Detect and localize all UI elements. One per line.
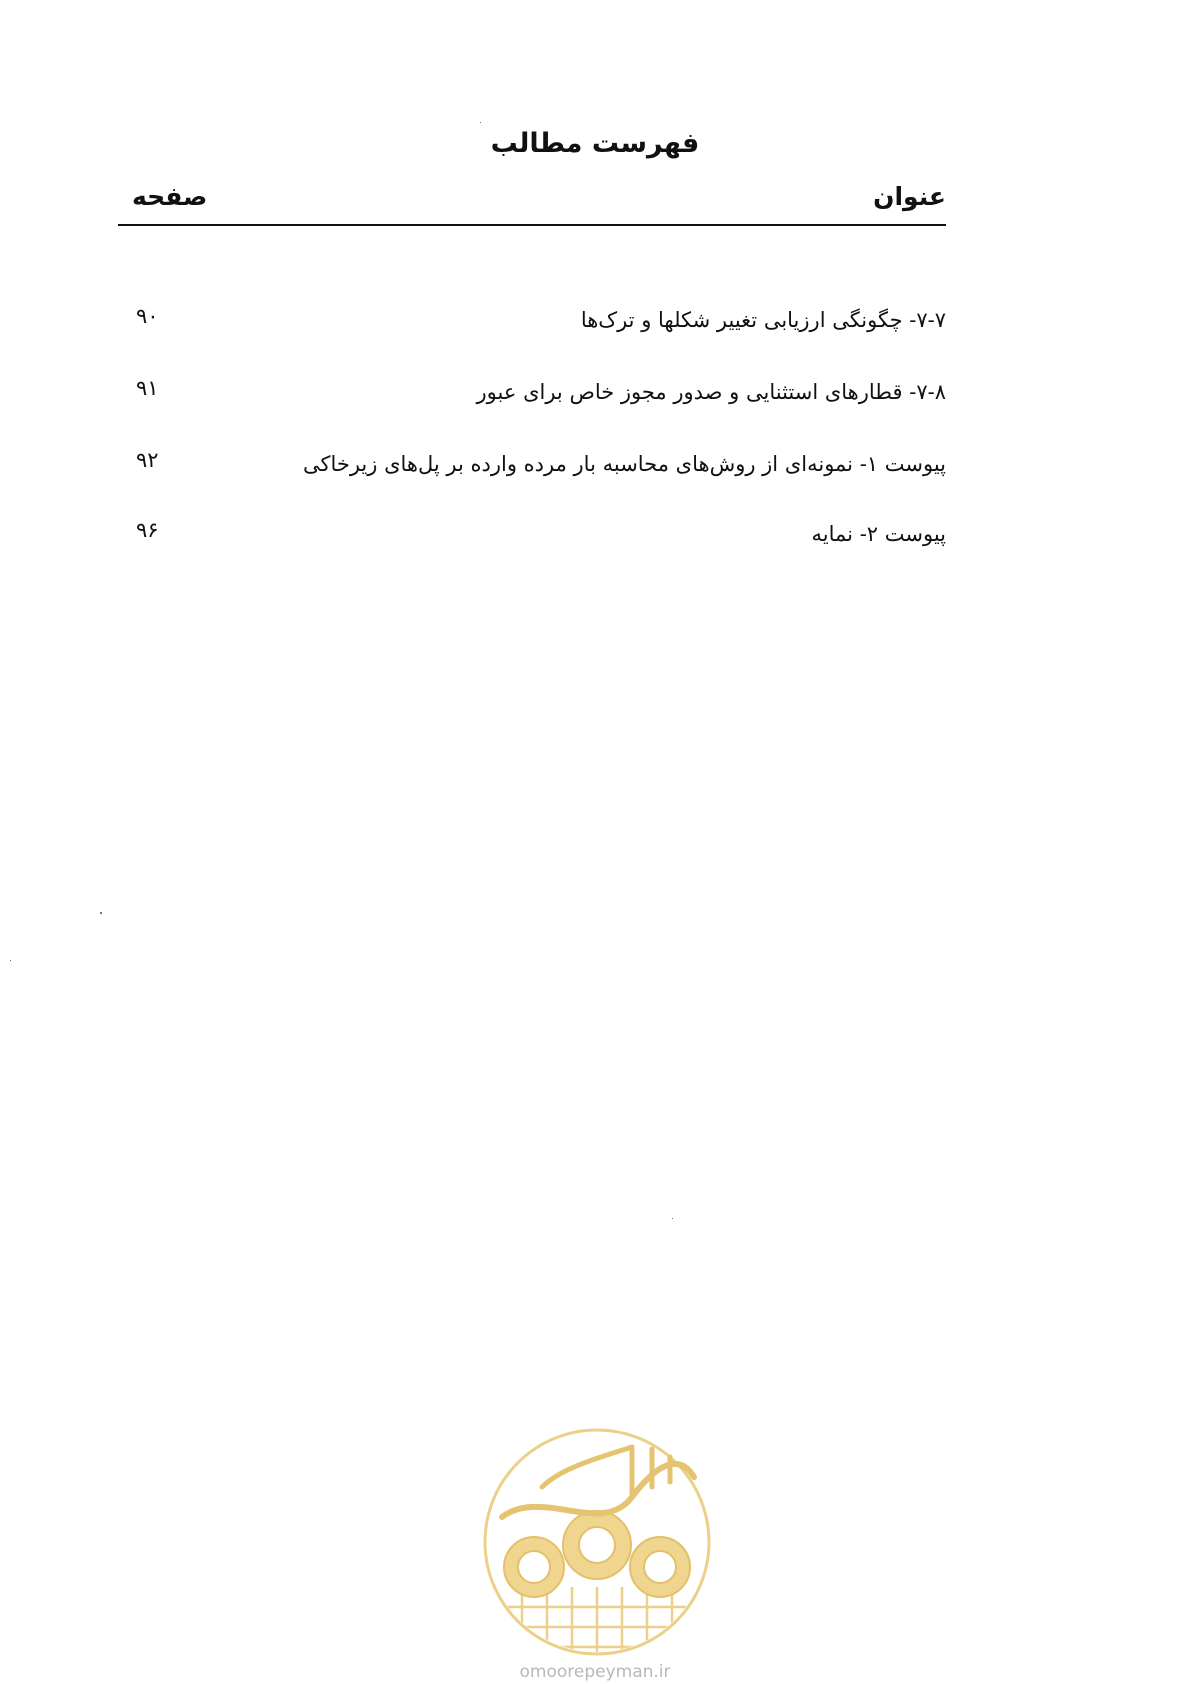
header-divider [118,224,946,226]
toc-entry[interactable] [118,518,946,562]
toc-entry[interactable] [118,304,946,348]
column-header-page: صفحه [132,182,208,211]
scan-speck [672,1218,673,1219]
toc-header-row [118,182,946,224]
toc-entry-page: ۹۱ [136,376,159,400]
scan-speck [100,912,102,914]
toc-entry-title: پیوست ۲- نمایه [811,522,946,546]
toc-entry[interactable] [118,376,946,420]
toc-entry[interactable] [118,448,946,492]
logo-seal-icon [482,1427,712,1657]
page-title: فهرست مطالب [490,128,700,159]
toc-entry-page: ۹۰ [136,304,159,328]
toc-entry-page: ۹۲ [136,448,159,472]
scan-speck [480,122,481,123]
column-header-title: عنوان [873,182,946,211]
toc-entry-title: ۷-۷- چگونگی ارزیابی تغییر شکلها و ترک‌ها [580,308,946,332]
scan-speck [10,960,11,961]
watermark-url: omoorepeyman.ir [519,1662,671,1682]
toc-entry-title: پیوست ۱- نمونه‌ای از روش‌های محاسبه بار مرده وارده بر پل‌های زیرخاکی [302,452,946,476]
omoorepeyman-logo [482,1427,712,1657]
toc-entry-title: ۷-۸- قطارهای استثنایی و صدور مجوز خاص برای عبور [476,380,946,404]
toc-entry-page: ۹۶ [136,518,159,542]
